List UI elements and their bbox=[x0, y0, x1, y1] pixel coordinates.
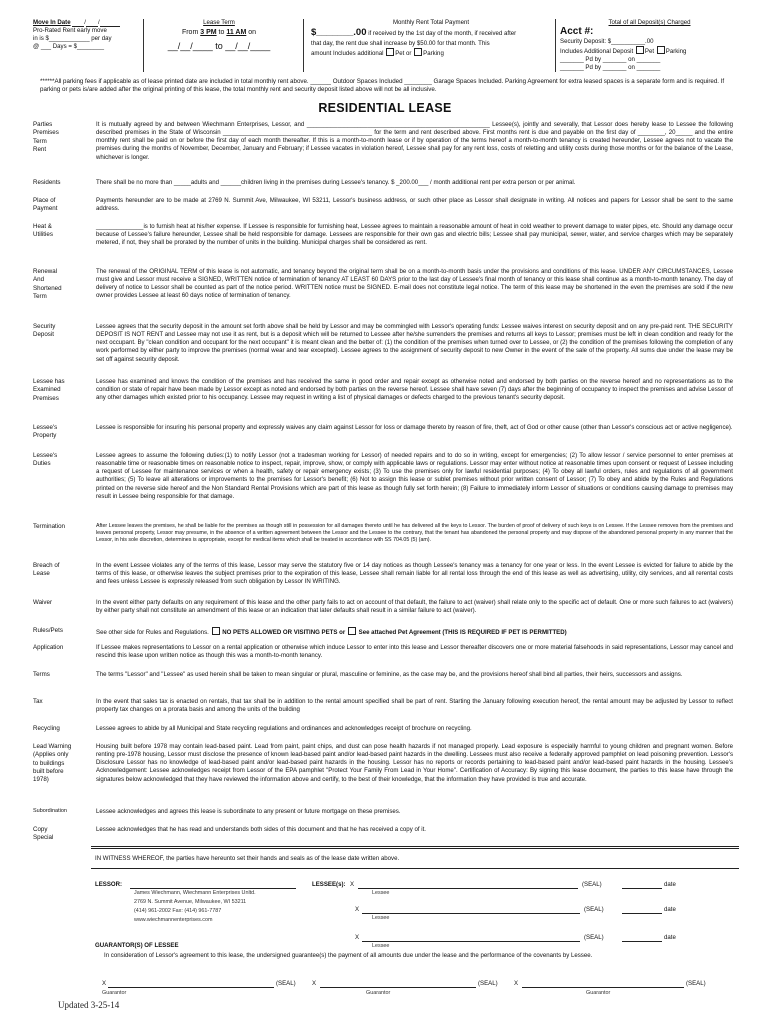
witness-text: IN WITNESS WHEREOF, the parties have hereunto set their hands and seals as of the lease date written above. bbox=[95, 855, 400, 862]
clause-text: It is mutually agreed by and between Wiechmann Enterprises, Lessor, and ______________________________________________________ Lessee(s), jointly and severally, that Lessor does hereby lease to Lessee the following described premises in the State of Wisconsin ____________________________________________ for the term and rent described above. First months rent is due and payable on the first day of ________, 20_____ and the entire monthly rent shall be paid on or before the first day of each month thereafter. If this is a month-to-month lease or if by operation of the terms hereof a month-to-month tenancy is created hereunder, Lessee agrees not to vacate the premises during the months of November, December, January and February; if Lessee vacates in violation hereof, Lessee shall pay for any rent loss, costs of reletting and utility costs during those months or for the balance of the Lease, whichever is longer. bbox=[96, 121, 733, 161]
clause-text: Lessee agrees that the security deposit in the amount set forth above shall be held by Lessor and may be commingled with Lessor's operating funds: Lessee waives interest on security deposit and on any pre-paid rent. THE SECURITY DEPOSIT IS NOT RENT and Lessee may not use it as rent, but is a deposit which will be returned to Lessee after he/she surrenders the premises and returns all keys to Lessor; premises must be left in clean condition and ready for the next occupant. By "clean condition and occupant for the next occupant" it is meant clean and the better of: (1) the condition of the premises when turned over to Lessee, or (2) the condition of the premises following the completion of any work performed by either party to improve the premises (normal wear and tear excepted). Lessee agrees to the assignment of security deposit to new Owner in the event of the sale of the property. All sums due under the lease may be set off against security deposit. bbox=[96, 323, 733, 363]
clause-lessee-property bbox=[33, 424, 733, 440]
clause-label: Breach of Lease bbox=[33, 562, 60, 578]
lessee-caption: Lessee bbox=[372, 890, 390, 896]
clause-text: The terms "Lessor" and "Lessee" as used herein shall be taken to mean singular or plural, masculine or feminine, as the case may be, and the provisions hereof shall bind all parties, their heirs, successors and assigns. bbox=[96, 671, 683, 678]
paid-by-line-2[interactable]: _______ Pd by _______ on _______ bbox=[560, 64, 661, 72]
clause-text: Lessee agrees to abide by all Municipal and State recycling regulations and ordinances and acknowledges receipt of brochure on recycling. bbox=[96, 725, 472, 732]
clause-breach bbox=[33, 562, 733, 586]
paid-by-line-1[interactable]: _______ Pd by _______ on _______ bbox=[560, 55, 661, 63]
rent-line-1: if received by the 1st day of the month, if received after bbox=[368, 30, 517, 38]
account-number-label: Acct #: bbox=[560, 26, 594, 38]
to-word: to bbox=[218, 29, 225, 37]
clause-text: Lessee is responsible for insuring his personal property and expressly waives any claim against Lessor for loss or damage thereto by reason of fire, theft, act of God or other cause (other than Lessor's conscious act or active negligence). bbox=[96, 424, 733, 431]
lessor-phone: (414) 961-2002 Fax: (414) 961-7787 bbox=[134, 908, 222, 914]
guarantor-text: In consideration of Lessor's agreement to this lease, the undersigned guarantee(s) the payment of all amounts due under the lease and the performance of the covenants by Lessee. bbox=[104, 952, 593, 959]
clause-renewal bbox=[33, 268, 733, 301]
page-title: RESIDENTIAL LEASE bbox=[318, 101, 452, 115]
lessee-seal: (SEAL) bbox=[584, 906, 604, 913]
clause-application bbox=[33, 644, 733, 660]
clause-copy bbox=[33, 826, 733, 842]
rent-label: Monthly Rent Total Payment bbox=[392, 19, 470, 26]
clause-label: Termination bbox=[33, 523, 65, 530]
guarantor-x: X bbox=[312, 980, 317, 987]
clause-label: Heat & Utilities bbox=[33, 223, 53, 239]
on-word: on bbox=[248, 29, 257, 37]
pet-agreement-checkbox[interactable] bbox=[348, 627, 356, 635]
lessee-x: X bbox=[355, 906, 360, 913]
clause-text: Lessee agrees to assume the following duties:(1) to notify Lessor (not a tradesman working for Lessor) of needed repairs and to do so in writing, except for emergencies; (2) To allow lessor / service personnel to enter premises at reasonable time or reasonable times on reasonable notice to inspect, repair, improve, show, or comply with applicable laws or regulations. Lessor may enter without notice at reasonable times upon consent or request of Lessee including a request of Lessee for maintenance services or when a health, safety or repair emergency exists; (3) To use the premises only for lawful residential purposes; (4) To obey all lawful orders, rules and regulations of all government authorities; (5) To leave all alterations or improvements to the premises for Lessor's benefit; (6) Not to assign this lease or sublet premises without prior written consent of Lessor; (7) To obey and abide by the Rules and Regulations printed on the reverse side hereof and the Non Standard Rental Provisions which are part of this lease as though fully set forth herein; (8) Failure to immediately inform Lessor of situations or conditions causing damage to premises may result in Lessee being responsible for that damage. bbox=[96, 452, 733, 500]
lessee-x: X bbox=[350, 881, 355, 888]
clause-label: Tax bbox=[33, 698, 43, 705]
lessor-name: James Wiechmann, Wiechmann Enterprises Unltd. bbox=[134, 890, 256, 896]
clause-label: Subordination bbox=[33, 808, 67, 814]
clause-text: Lessee acknowledges and agrees this lease is subordinate to any present or future mortgage on these premises. bbox=[96, 808, 401, 815]
header-divider bbox=[555, 19, 556, 72]
monthly-rent-box bbox=[311, 19, 551, 72]
rent-line-3c: Parking bbox=[423, 50, 444, 58]
lessee-date-label: date bbox=[664, 881, 676, 888]
guarantor-x: X bbox=[102, 980, 107, 987]
lessees-label: LESSEE(s): bbox=[312, 881, 346, 888]
lessee-date-label: date bbox=[664, 934, 676, 941]
header-divider bbox=[143, 19, 144, 72]
guarantor-caption: Guarantor bbox=[102, 990, 127, 996]
lessee-date-line-2[interactable] bbox=[622, 907, 662, 914]
clause-text: Housing built before 1978 may contain lead-based paint. Lead from paint, paint chips, and dust can pose health hazards if not managed properly. Lead exposure is especially harmful to young children and pregnant women. Before renting pre-1978 housing, Lessor must disclose the presence of known lead-based paint and/or lead-based paint hazards in the dwelling. Lessees must also receive a federally approved pamphlet on lead poisoning prevention. Lessor's Disclosure Lessor has no knowledge of lead-based paint and/or lead-based paint hazards in the housing. Lessor has no reports or records pertaining to lead-based paint and/or lead-based paint hazards in the housing. Lessee's Acknowledgement: Lessee acknowledges receipt from Lessor of the EPA pamphlet "Protect Your Family From Lead in Your Home". Certification of Accuracy: By signing this lease document, the parties to this lease have through the signatures below acknowledged that they have reviewed the information above and certify, to the best of their knowledge, that the information they have provided is true and accurate. bbox=[96, 743, 733, 783]
parking-checkbox[interactable] bbox=[414, 48, 422, 56]
deposit-pet-checkbox[interactable] bbox=[636, 46, 644, 54]
move-in-box: Move In Date / / Pro-Rated Rent early move in is $____________ per day @ ___ Days = $________ bbox=[33, 19, 141, 72]
clause-label: Renewal And Shortened Term bbox=[33, 268, 62, 300]
guarantor-seal: (SEAL) bbox=[686, 980, 706, 987]
lessor-website: www.wiechmannenterprises.com bbox=[134, 917, 213, 923]
deposit-parking-label: Parking bbox=[665, 47, 687, 55]
clause-termination bbox=[33, 523, 733, 544]
clause-label: Place of Payment bbox=[33, 197, 58, 213]
clause-label: Copy Special bbox=[33, 826, 54, 842]
lessor-address: 2769 N. Summit Avenue, Milwaukee, WI 53211 bbox=[134, 899, 247, 905]
move-in-label: Move In Date bbox=[33, 19, 71, 26]
clause-place-of-payment bbox=[33, 197, 733, 213]
guarantor-x: X bbox=[514, 980, 519, 987]
rent-line-3b: Pet or bbox=[395, 50, 412, 58]
deposit-pet-label: Pet bbox=[644, 47, 655, 55]
clause-label: Parties Premises Term Rent bbox=[33, 121, 59, 153]
prorated-line-1: Pro-Rated Rent early move bbox=[33, 27, 107, 35]
clause-label: Lessee has Examined Premises bbox=[33, 378, 65, 402]
clause-text: Payments hereunder are to be made at 2769 N. Summit Ave, Milwaukee, WI 53211, Lessor's business address, or such other place as Lessor shall designate in writing. All notices and papers for Lessor shall be sent to the same address. bbox=[96, 197, 733, 213]
clause-lead-warning bbox=[33, 743, 733, 784]
from-time: 3 PM bbox=[200, 29, 217, 37]
deposit-parking-checkbox[interactable] bbox=[657, 46, 665, 54]
lease-header bbox=[33, 19, 739, 72]
clause-residents bbox=[33, 179, 733, 187]
clause-label: Waiver bbox=[33, 599, 53, 606]
rent-line-2: that day, the rent due shall increase by $50.00 for that month. This bbox=[311, 39, 490, 47]
guarantor-signature-line-1[interactable] bbox=[108, 981, 274, 988]
updated-date: Updated 3-25-14 bbox=[58, 1000, 120, 1010]
clause-text: Lessee acknowledges that he has read and understands both sides of this document and that he has received a copy of it. bbox=[96, 826, 426, 833]
lessee-x: X bbox=[355, 934, 360, 941]
clause-text: There shall be no more than _____adults and ______children living in the premises during Lessee's tenancy. $ _200.00___ / month additional rent per extra person or per animal. bbox=[96, 179, 576, 186]
clause-terms bbox=[33, 671, 733, 679]
no-pets-checkbox[interactable] bbox=[212, 627, 220, 635]
clause-text: After Lessee leaves the premises, he shall be liable for the premises as though still in possession for all damages thereto until he has delivered all the keys to Lessor. The burden of proof of delivery of such keys is on Lessee. If the Lessee removes from the premises and leaves personal property, Lessor may presume, in the absence of a written agreement between the Lessor and the Lessee to the contrary, that the tenant has abandoned the personal property and may dispose of the abandoned personal property in any manner that the Lessor, in his sole discretion, determines is appropriate, except for medical items which shall be treated in accordance with SS 704.05 (5) (am). bbox=[96, 523, 733, 544]
prorated-line-3: @ ___ Days = $________ bbox=[33, 43, 105, 51]
guarantor-signature-line-2[interactable] bbox=[320, 981, 476, 988]
clause-text: In the event Lessee violates any of the terms of this lease, Lessor may serve the statutory five or 14 day notices as though Lessee's tenancy was a tenancy for one year or less. In the event Lessee is evicted for failure to abide by the terms of this lease, or otherwise leaves the subject premises prior to the expiration of this lease, Lessee shall remain liable for all rental loss through the end of this lease as well as advertising, utility, city services, and all rerental costs and fees unless Lessee is expressly released from such obligation by Lessor IN WRITING. bbox=[96, 562, 733, 586]
clause-text: The renewal of the ORIGINAL TERM of this lease is not automatic, and tenancy beyond the original term shall be on a month-to-month basis under the provisions and conditions of this lease. UNDER ANY CIRCUMSTANCES, Lessee must give and Lessor must receive a SIGNED, WRITTEN notice of termination of tenancy AT LEAST 60 DAYS prior to the last day of Lessee's final month of tenancy or this lease shall continue as a month-to-month tenancy. The day of delivery of notice to Lessor shall be counted as part of the notice period. WRITTEN notice must be SIGNED. E-mail does not constitute legal notice. The term of this lease may be shortened in the even the premises are sold if the new owner provides Lessee at least 60 days notice of termination of tenancy. bbox=[96, 268, 733, 300]
clause-lessee-duties bbox=[33, 452, 733, 501]
clause-label: Lessee's Duties bbox=[33, 452, 58, 468]
divider bbox=[91, 848, 739, 849]
clause-label: Lead Warning (Applies only to buildings built before 1978) bbox=[33, 743, 72, 784]
rent-line-3a: amount Includes additional bbox=[311, 50, 384, 58]
pet-checkbox[interactable] bbox=[386, 48, 394, 56]
lessee-signature-line-3[interactable] bbox=[362, 935, 580, 942]
clause-recycling bbox=[33, 725, 733, 733]
deposits-label: Total of all Deposit(s) Charged bbox=[608, 19, 691, 26]
security-deposit-field[interactable]: Security Deposit: $__________.00 bbox=[560, 37, 654, 45]
clause-examined-premises bbox=[33, 378, 733, 402]
clause-text: Lessee has examined and knows the condition of the premises and has received the same in good order and repair except as otherwise noted and endorsed by both parties on the reverse hereof and no representations as to the condition or state of repair have been made by Lessor except as noted and endorsed by both parties on the reverse hereof. Lessee shall have seven (7) days after the beginning of occupancy to inspect the premises and advise Lessor of any other damages which existed prior to his occupancy. Lessee may request in writing a list of physical damages or defects charged to the previous tenant's security deposit. bbox=[96, 378, 733, 402]
lessee-signature-line-1[interactable] bbox=[358, 882, 578, 889]
guarantor-label: GUARANTOR(S) OF LESSEE bbox=[95, 942, 179, 949]
prorated-line-2: in is $____________ per day bbox=[33, 35, 112, 43]
term-dates-field[interactable]: __/__/____ to __/__/____ bbox=[167, 40, 271, 51]
clause-parties bbox=[33, 121, 733, 162]
no-pets-text: NO PETS ALLOWED OR VISITING PETS or bbox=[222, 629, 346, 636]
lessee-date-line-1[interactable] bbox=[622, 882, 662, 889]
clause-waiver bbox=[33, 599, 733, 615]
clause-label: Rules/Pets bbox=[33, 627, 63, 634]
clause-text: In the event either party defaults on any requirement of this lease and the other party fails to act on account of that default, the failure to act (waiver) shall relate only to the specific act of default. One or more such failures to act (waivers) by either party shall not constitute an amendment of this lease or an indication that later defaults shall result in a similar failure to act (waiver). bbox=[96, 599, 733, 615]
lessee-signature-line-2[interactable] bbox=[362, 907, 580, 914]
lessor-label: LESSOR: bbox=[95, 881, 123, 888]
clause-text: ______________is to furnish heat at his/her expense. If Lessee is responsible for furnishing heat, Lessee agrees to maintain a reasonable amount of heat in cold weather to prevent damage to water pipes, etc. Should any damage occur because of Lessee's failure hereunder, Lessee shall be held responsible for damage. Lessees are responsible for their own gas and electric bills; Lessee shall pay municipal, sewer, water, and service charges which may be separately metered, if not, they shall be prorated by the number of units in the building. Municipal charges shall be considered as rent. bbox=[96, 223, 733, 247]
clause-text: If Lessee makes representations to Lessor on a rental application or otherwise which induce Lessor to enter into this lease and Lessor thereafter discovers one or more material falsehoods in said representations, Lessor may cancel and rescind this lease upon written notice as though this was a month-to-month tenancy. bbox=[96, 644, 733, 660]
clause-label: Lessee's Property bbox=[33, 424, 58, 440]
parking-note: ******All parking fees if applicable as of lease printed date are included in total monthly rent above. ______ Outdoor Spaces Included ________ Garage Spaces Included. Parking Agreement for extra leased spaces is a separate form and is required. If parking or pets is/are added after the original printing of this lease, the total monthly rent and security deposit listed above will not be all inclusive. bbox=[40, 78, 725, 94]
lease-term-box bbox=[145, 19, 293, 72]
divider bbox=[91, 846, 739, 847]
header-divider bbox=[303, 19, 304, 72]
guarantor-signature-line-3[interactable] bbox=[522, 981, 684, 988]
clause-label: Terms bbox=[33, 671, 50, 678]
divider bbox=[91, 868, 739, 869]
clause-label: Security Deposit bbox=[33, 323, 56, 339]
clause-text: In the event that sales tax is enacted on rentals, that tax shall be in addition to the rental amount specified shall be part of rent. Starting the January following execution hereof, the rental amount may be adjusted by Lessor to reflect property tax changes on a prorata basis and among the units of the building bbox=[96, 698, 733, 714]
pet-agreement-text: See attached Pet Agreement (THIS IS REQUIRED IF PET IS PERMITTED) bbox=[358, 629, 567, 636]
clause-heat-utilities bbox=[33, 223, 733, 247]
lessee-date-line-3[interactable] bbox=[622, 935, 662, 942]
clause-subordination bbox=[33, 808, 733, 816]
lessor-signature-line[interactable] bbox=[130, 882, 296, 889]
lease-term-label: Lease Term bbox=[203, 19, 235, 26]
clause-label: Residents bbox=[33, 179, 61, 186]
clause-label: Recycling bbox=[33, 725, 60, 732]
guarantor-caption: Guarantor bbox=[366, 990, 391, 996]
clause-tax bbox=[33, 698, 733, 714]
deposits-box bbox=[560, 19, 739, 72]
guarantor-seal: (SEAL) bbox=[478, 980, 498, 987]
clause-security-deposit bbox=[33, 323, 733, 364]
guarantor-caption: Guarantor bbox=[586, 990, 611, 996]
clause-label: Application bbox=[33, 644, 64, 651]
lessee-seal: (SEAL) bbox=[584, 934, 604, 941]
rent-amount-field[interactable]: $_______.00 bbox=[311, 27, 367, 39]
to-time: 11 AM bbox=[226, 29, 247, 37]
guarantor-seal: (SEAL) bbox=[276, 980, 296, 987]
lessee-seal: (SEAL) bbox=[582, 881, 602, 888]
lessee-caption: Lessee bbox=[372, 943, 390, 949]
lessee-caption: Lessee bbox=[372, 915, 390, 921]
clause-rules-pets bbox=[33, 627, 733, 637]
includes-deposit-label: Includes Additional Deposit bbox=[560, 47, 634, 55]
lessee-date-label: date bbox=[664, 906, 676, 913]
from-word: From bbox=[181, 29, 199, 37]
rules-text: See other side for Rules and Regulations. bbox=[96, 629, 209, 636]
